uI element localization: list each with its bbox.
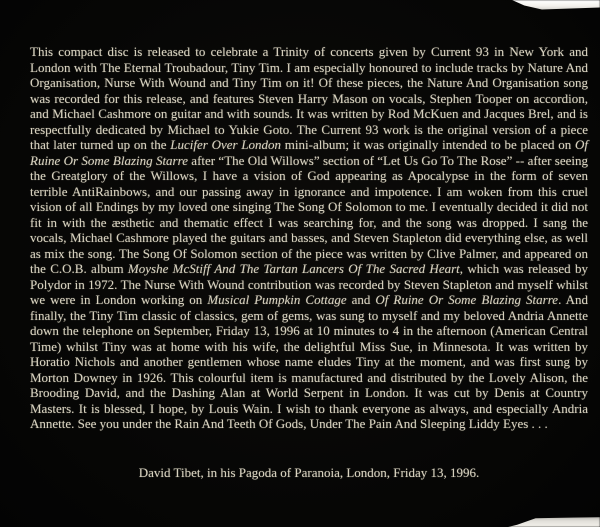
liner-notes-paragraph: This compact disc is released to celebrate a Trinity of concerts given by Current 93 in New York and London with The Eternal Troubadour, Tiny Tim. I am especially honoured to include tracks by Nature And Organisation, Nurse With Wound and Tiny Tim on it! Of these pieces, the Nature And Organisation song was recorded for this release, and features Steven Harry Mason on vocals, Stephen Tooper on accordion, and Michael Cashmore on guitar and with sounds. It was written by Rod McKuen and Jacques Brel, and is respectfully dedicated by Michael to Yukie Goto. The Current 93 work is the original version of a piece that later turned up on the Lucifer Over London mini-album; it was originally intended to be placed on Of Ruine Or Some Blazing Starre after “The Old Willows” section of “Let Us Go To The Rose” -- after seeing the Greatglory of the Willows, I have a vision of God appearing as Apocalypse in the form of seven terrible AntiRainbows, and our passing away in ignorance and impotence. I am woken from this cruel vision of all Endings by my loved one singing The Song Of Solomon to me. I eventually decided it did not fit in with the æsthetic and thematic effect I was searching for, and the song was dropped. I sang the vocals, Michael Cashmore played the guitars and basses, and Steven Stapleton did everything else, as well as mix the song. The Song Of Solomon section of the piece was written by Clive Palmer, and appeared on the C.O.B. album Moyshe McStiff And The Tartan Lancers Of The Sacred Heart, which was released by Polydor in 1972. The Nurse With Wound contribution was recorded by Steven Stapleton and myself whilst we were in London working on Musical Pumpkin Cottage and Of Ruine Or Some Blazing Starre. And finally, the Tiny Tim classic of classics, gem of gems, was sung to myself and my beloved Andria Annette down the telephone on September, Friday 13, 1996 at 10 minutes to 4 in the afternoon (American Central Time) whilst Tiny was at home with his wife, the delightful Miss Sue, in Minnesota. It was written by Horatio Nichols and another gentlemen whose name eludes Tiny at the moment, and was first sung by Morton Downey in 1926. This colourful item is manufactured and distributed by the Lovely Alison, the Brooding David, and the Dashing Alan at World Serpent in London. It was cut by Denis at Country Masters. It is blessed, I hope, by Louis Wain. I wish to thank everyone as always, and especially Andria Annette. See you under the Rain And Teeth Of Gods, Under The Pain And Sleeping Liddy Eyes . . . xyxy=(30,44,588,431)
credit-line: David Tibet, in his Pagoda of Paranoia, London, Friday 13, 1996. xyxy=(138,465,480,480)
